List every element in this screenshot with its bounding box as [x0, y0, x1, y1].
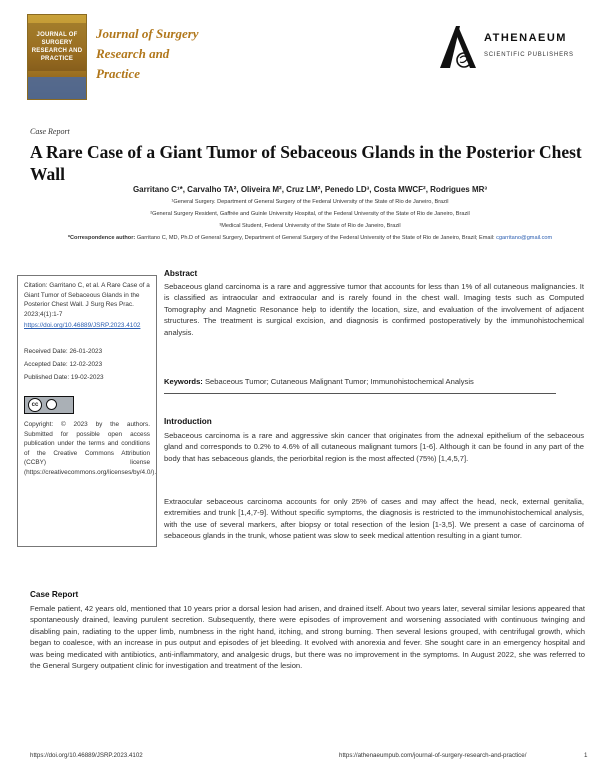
affiliation: ³Medical Student, Federal University of the State of Rio de Janeiro, Brazil: [219, 223, 401, 229]
journal-title-line: Journal of Surgery: [96, 26, 199, 41]
publication-dates: [24, 345, 150, 384]
page-number: 1: [584, 752, 588, 759]
cc-circle-icon: cc: [28, 398, 42, 412]
keywords-text: Sebaceous Tumor; Cutaneous Malignant Tumor; Immunohistochemical Analysis: [204, 377, 474, 386]
affiliation: ²General Surgery Resident, Gaffrée and Guinle University Hospital, of the Federal University of the State of Rio de Janeiro, Brazil: [150, 211, 470, 217]
journal-title: [96, 24, 236, 84]
creative-commons-icon[interactable]: [24, 396, 74, 414]
received-date: Received Date: 26-01-2023: [24, 347, 103, 355]
introduction-paragraph: Sebaceous carcinoma is a rare and aggressive skin cancer that originates from the adnexal epithelium of the sebaceous gland and corresponds to 0.2% to 4.6% of all cutaneous malignant tumors [1-6]. Although it can be found in any part of the body that has sebaceous glands, the periorbital region is the most affected (75%) [1,4,5,7].: [164, 431, 584, 463]
cover-bottom-band: [28, 77, 86, 99]
case-report-heading: Case Report: [30, 590, 79, 599]
citation-sidebar: [17, 275, 157, 547]
keywords-label: Keywords:: [164, 377, 203, 386]
affiliation: ¹General Surgery. Department of General Surgery of the Federal University of the State of Rio de Janeiro, Brazil: [171, 199, 449, 205]
journal-title-line: Research and: [96, 46, 170, 61]
footer-journal-url[interactable]: https://athenaeumpub.com/journal-of-surgery-research-and-practice/: [339, 752, 527, 759]
correspondence-label: *Correspondence author:: [67, 235, 136, 241]
correspondence-text: Garritano C, MD, Ph.D of General Surgery, Department of General Surgery of the Federal University of the State of Rio de Janeiro, Brazil; Email:: [136, 235, 495, 241]
case-report-paragraph: Female patient, 42 years old, mentioned that 10 years prior a dorsal lesion had arisen, and drained itself. About two years later, several similar lesions appeared that spontaneously drained, leaving purulent secretion. Subsequently, there were episodes of improvement and worsening associated with continuous twinging and disabling pain, radiating to the upper limb, numbness in the right hand, itching, and strong burning. Then several lesions grouped, with centrifugal growth, which began to coalesce, with an increase in pus output and episodes of jet bleeding. It evolved with anorexia and fever. She sought care in an emergency hospital and was being medicated with antibiotics, anti-inflammatory, and analgesic drugs, but there was no improvement in the symptoms. In August 2022, she was referred to the General Surgery outpatient clinic for investigation and treatment of the lesion.: [30, 604, 585, 671]
introduction-heading: Introduction: [164, 417, 212, 426]
published-date: Published Date: 19-02-2023: [24, 373, 104, 381]
footer-doi-link[interactable]: https://doi.org/10.46889/JSRP.2023.4102: [30, 752, 143, 759]
doi-link[interactable]: https://doi.org/10.46889/JSRP.2023.4102: [24, 322, 141, 330]
attribution-person-icon: [46, 399, 57, 410]
accepted-date: Accepted Date: 12-02-2023: [24, 360, 103, 368]
citation-text: Citation: Garritano C, et al. A Rare Case of a Giant Tumor of Sebaceous Glands in the Posterior Chest Wall. J Surg Res Prac. 2023;4(1):1-7: [24, 282, 150, 318]
journal-cover-image: [27, 14, 87, 100]
correspondence-note: [60, 234, 560, 243]
publisher-logo-icon: [436, 22, 480, 72]
introduction-paragraph: Extraocular sebaceous carcinoma accounts for only 25% of cases and may affect the head, neck, external genitalia, extremities and trunk [1,4,7-9]. Without specific symptoms, the diagnosis is restricted to the immunohistochemical analysis, with the use of several markers, after biopsy or total resection of the lesion [1-3,5]. We present a case of carcinoma of sebaceous glands in the trunk, whose patient was slow to seek medical attention resulting in a giant tumor.: [164, 497, 584, 541]
journal-title-line: Practice: [96, 66, 141, 81]
keywords-divider: [164, 393, 556, 394]
abstract-text: Sebaceous gland carcinoma is a rare and aggressive tumor that accounts for less than 1% of all cutaneous malignancies. It is classified as intraocular and extraocular and is rarely found in the chest wall. Imaging tests such as Computed Tomography and Magnetic Resonance help to identify the location, size, and evaluation of the involvement of adjacent structures. The treatment is surgical excision, and diagnosis is confirmed postoperatively by the immunohistochemical analysis.: [164, 282, 584, 337]
article-title: A Rare Case of a Giant Tumor of Sebaceous Glands in the Posterior Chest Wall: [30, 142, 582, 184]
correspondence-email-link[interactable]: cgarritano@gmail.com: [496, 235, 553, 241]
abstract-heading: Abstract: [164, 269, 198, 278]
article-type: Case Report: [30, 127, 70, 136]
copyright-notice: Copyright: © 2023 by the authors. Submitted for possible open access publication under the terms and conditions of the Creative Commons Attribution (CCBY) license (https://creativecommons.org/licenses/by/4.0/).: [24, 420, 157, 476]
keywords-line: [164, 377, 584, 386]
author-list: Garritano C¹*, Carvalho TA², Oliveira M², Cruz LM², Penedo LD³, Costa MWCF², Rodrigues MR³: [132, 185, 488, 194]
publisher-subtitle: SCIENTIFIC PUBLISHERS: [484, 52, 574, 58]
publisher-name: ATHENAEUM: [484, 32, 567, 44]
cover-title-text: JOURNAL OF SURGERY RESEARCH AND PRACTICE: [31, 32, 83, 62]
